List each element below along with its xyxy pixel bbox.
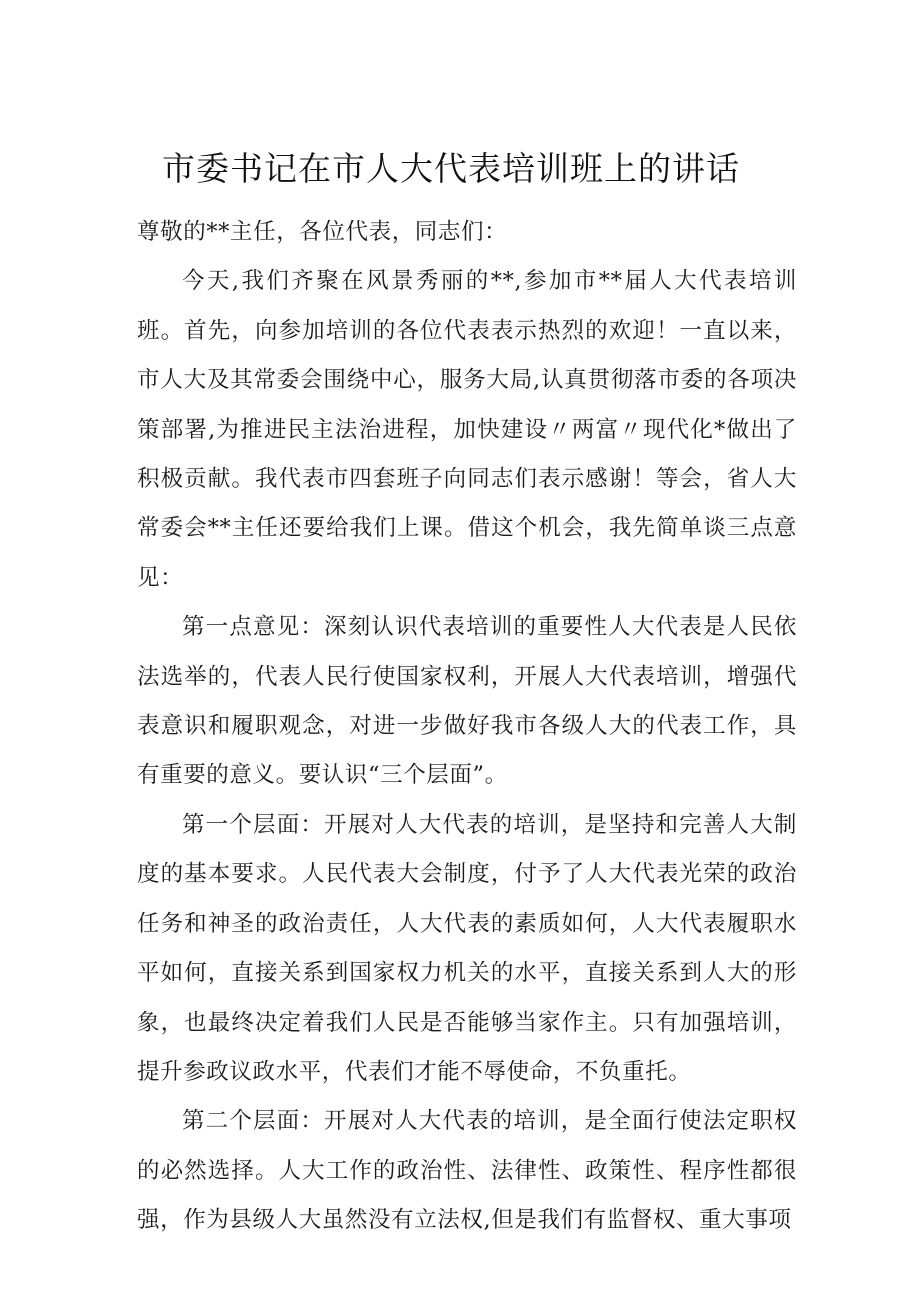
paragraph-layer-two: 第二个层面：开展对人大代表的培训，是全面行使法定职权的必然选择。人大工作的政治性、法律性、政策性、程序性都很强，作为县级人大虽然没有立法权,但是我们有监督权、重大事项: [137, 1108, 797, 1234]
paragraph-opening: 今天,我们齐聚在风景秀丽的**,参加市**届人大代表培训班。首先，向参加培训的各位代表表示热烈的欢迎！一直以来，市人大及其常委会围绕中心，服务大局,认真贯彻落市委的各项决策部署,为推进民主法治进程，加快建设〃两富〃现代化*做出了积极贡献。我代表市四套班子向同志们表示感谢！等会，省人大常委会**主任还要给我们上课。借这个机会，我先简单谈三点意见：: [137, 268, 797, 591]
document-body: [137, 208, 797, 1246]
document-title: 市委书记在市人大代表培训班上的讲话: [162, 149, 740, 188]
paragraph-point-one: 第一点意见：深刻认识代表培训的重要性人大代表是人民依法选举的，代表人民行使国家权利，开展人大代表培训，增强代表意识和履职观念，对进一步做好我市各级人大的代表工作，具有重要的意义。要认识“三个层面”。: [137, 614, 797, 789]
salutation: 尊敬的**主任，各位代表，同志们：: [137, 219, 508, 245]
paragraph-layer-one: 第一个层面：开展对人大代表的培训，是坚持和完善人大制度的基本要求。人民代表大会制度，付予了人大代表光荣的政治任务和神圣的政治责任，人大代表的素质如何，人大代表履职水平如何，直接关系到国家权力机关的水平，直接关系到人大的形象，也最终决定着我们人民是否能够当家作主。只有加强培训，提升参政议政水平，代表们才能不辱使命，不负重托。: [137, 811, 797, 1085]
